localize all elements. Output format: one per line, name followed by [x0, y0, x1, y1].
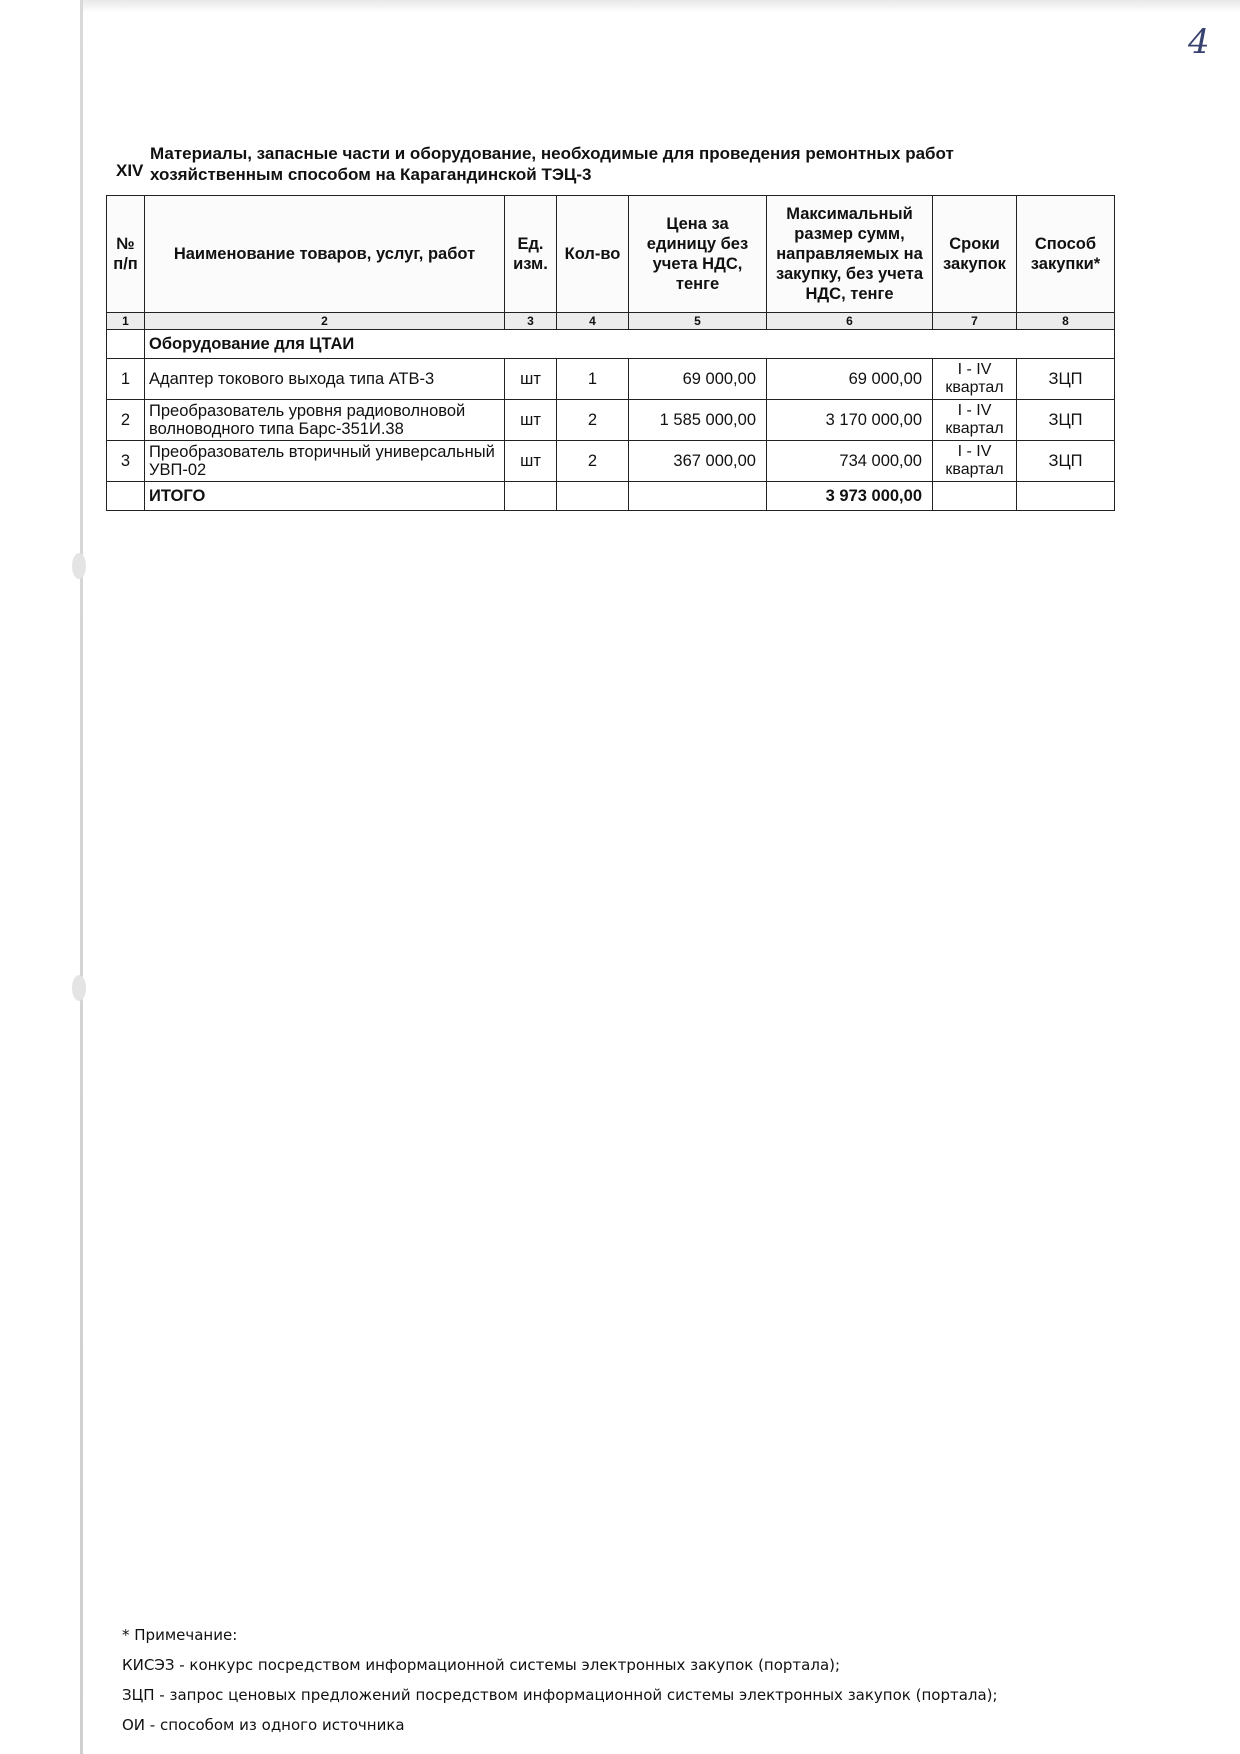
row-no: 2 — [107, 400, 145, 441]
row-price: 69 000,00 — [629, 359, 767, 400]
total-label: ИТОГО — [145, 482, 505, 511]
row-name: Адаптер токового выхода типа АТВ-3 — [145, 359, 505, 400]
notes-title: * Примечание: — [122, 1626, 238, 1644]
header-cell-price: Цена за единицу без учета НДС, тенге — [629, 196, 767, 313]
header-cell-method: Способ закупки* — [1017, 196, 1115, 313]
row-term: I - IV квартал — [933, 441, 1017, 482]
punch-hole — [72, 553, 86, 579]
row-method: ЗЦП — [1017, 400, 1115, 441]
row-qty: 2 — [557, 441, 629, 482]
row-name: Преобразователь вторичный универсальный УВП-02 — [145, 441, 505, 482]
section-number: XIV — [116, 161, 144, 180]
notes-block — [122, 1620, 998, 1740]
column-number: 7 — [933, 313, 1017, 330]
page-left-edge — [80, 0, 83, 1754]
row-sum: 734 000,00 — [767, 441, 933, 482]
total-cell-empty — [107, 482, 145, 511]
row-no: 3 — [107, 441, 145, 482]
section-title — [150, 143, 1050, 185]
column-number: 5 — [629, 313, 767, 330]
row-method: ЗЦП — [1017, 359, 1115, 400]
column-number-row — [107, 313, 1115, 330]
total-cell-empty — [557, 482, 629, 511]
total-cell-empty — [505, 482, 557, 511]
total-row — [107, 482, 1115, 511]
group-title: Оборудование для ЦТАИ — [145, 330, 1115, 359]
row-unit: шт — [505, 441, 557, 482]
table-row — [107, 441, 1115, 482]
note-line: КИСЭЗ - конкурс посредством информационной системы электронных закупок (портала); — [122, 1656, 841, 1674]
header-cell-term: Сроки закупок — [933, 196, 1017, 313]
column-number: 8 — [1017, 313, 1115, 330]
header-cell-name: Наименование товаров, услуг, работ — [145, 196, 505, 313]
row-method: ЗЦП — [1017, 441, 1115, 482]
table-header-row — [107, 196, 1115, 313]
row-no: 1 — [107, 359, 145, 400]
table-row — [107, 359, 1115, 400]
row-unit: шт — [505, 359, 557, 400]
total-cell-empty — [933, 482, 1017, 511]
row-term: I - IV квартал — [933, 400, 1017, 441]
header-cell-qty: Кол-во — [557, 196, 629, 313]
column-number: 2 — [145, 313, 505, 330]
row-name: Преобразователь уровня радиоволновой волноводного типа Барс-351И.38 — [145, 400, 505, 441]
total-cell-empty — [629, 482, 767, 511]
page-number: 4 — [1188, 22, 1210, 62]
table-row — [107, 400, 1115, 441]
row-qty: 1 — [557, 359, 629, 400]
header-cell-no: № п/п — [107, 196, 145, 313]
header-cell-sum: Максимальный размер сумм, направляемых на закупку, без учета НДС, тенге — [767, 196, 933, 313]
header-cell-unit: Ед. изм. — [505, 196, 557, 313]
section-title-line: хозяйственным способом на Карагандинской ТЭЦ-3 — [150, 165, 592, 184]
row-sum: 3 170 000,00 — [767, 400, 933, 441]
row-price: 1 585 000,00 — [629, 400, 767, 441]
group-row — [107, 330, 1115, 359]
total-cell-empty — [1017, 482, 1115, 511]
row-qty: 2 — [557, 400, 629, 441]
punch-hole — [72, 975, 86, 1001]
column-number: 6 — [767, 313, 933, 330]
total-sum: 3 973 000,00 — [767, 482, 933, 511]
group-cell-empty — [107, 330, 145, 359]
page-top-edge — [80, 0, 1240, 12]
row-sum: 69 000,00 — [767, 359, 933, 400]
column-number: 1 — [107, 313, 145, 330]
section-title-line: Материалы, запасные части и оборудование, необходимые для проведения ремонтных работ — [150, 144, 954, 163]
row-term: I - IV квартал — [933, 359, 1017, 400]
note-line: ОИ - способом из одного источника — [122, 1716, 405, 1734]
column-number: 3 — [505, 313, 557, 330]
column-number: 4 — [557, 313, 629, 330]
row-price: 367 000,00 — [629, 441, 767, 482]
row-unit: шт — [505, 400, 557, 441]
note-line: ЗЦП - запрос ценовых предложений посредством информационной системы электронных закупок (портала); — [122, 1686, 998, 1704]
procurement-table — [106, 195, 1115, 511]
